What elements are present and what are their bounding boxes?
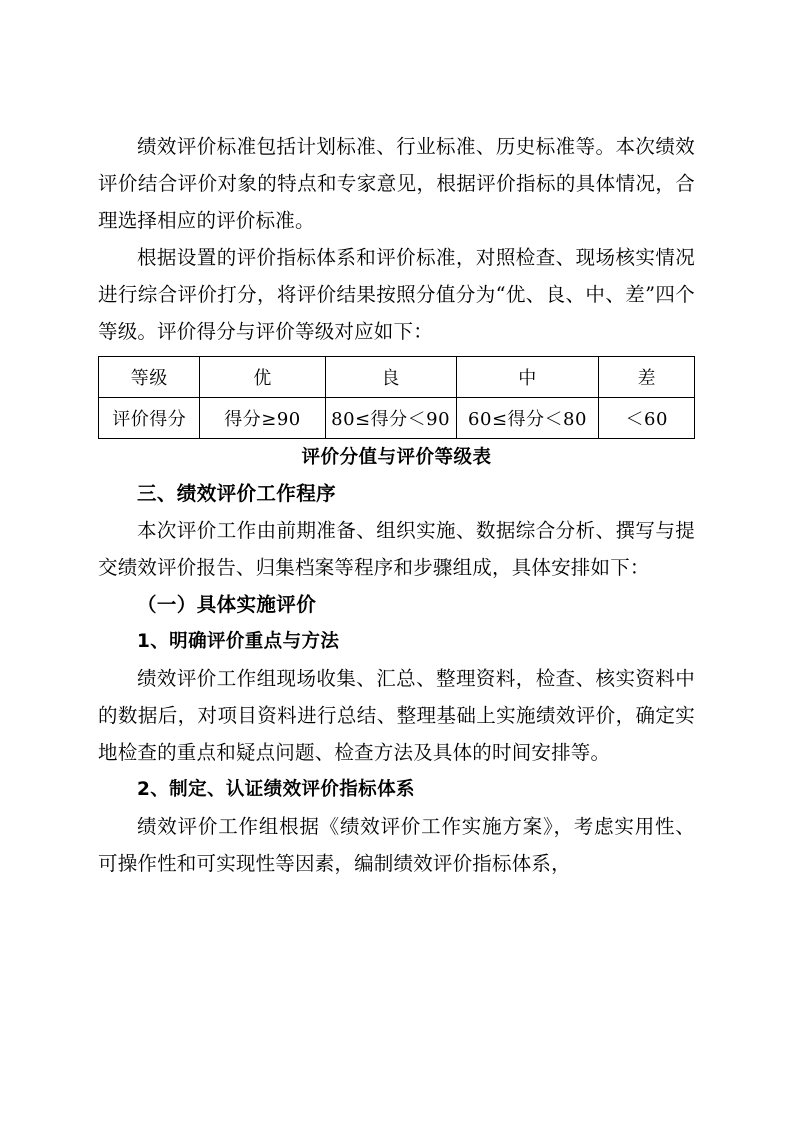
- table-cell-grade-medium: 中: [456, 357, 599, 398]
- table-cell-score-poor: ＜60: [599, 398, 695, 439]
- paragraph-grading: 根据设置的评价指标体系和评价标准，对照检查、现场核实情况进行综合评价打分，将评价结果按照分值分为“优、良、中、差”四个等级。评价得分与评价等级对应如下：: [98, 246, 695, 343]
- subsection-heading: （一）具体实施评价: [137, 593, 317, 616]
- table-cell-grade-label: 等级: [99, 357, 200, 398]
- item2-body: 绩效评价工作组根据《绩效评价工作实施方案》，考虑实用性、可操作性和可实现性等因素，编制绩效评价指标体系，: [98, 815, 695, 875]
- paragraph-procedure: 本次评价工作由前期准备、组织实施、数据综合分析、撰写与提交绩效评价报告、归集档案等程序和步骤组成，具体安排如下：: [98, 519, 695, 579]
- table-cell-score-label: 评价得分: [99, 398, 200, 439]
- item2-heading: 2、制定、认证绩效评价指标体系: [137, 779, 415, 800]
- table-cell-grade-good: 良: [325, 357, 456, 398]
- section-heading: 三、绩效评价工作程序: [137, 482, 337, 505]
- table-cell-grade-excellent: 优: [200, 357, 325, 398]
- grade-score-table: [98, 356, 695, 439]
- table-row: [99, 398, 695, 439]
- table-cell-score-good: 80≤得分＜90: [325, 398, 456, 439]
- item1-heading: 1、明确评价重点与方法: [137, 631, 340, 652]
- item1-body: 绩效评价工作组现场收集、汇总、整理资料，检查、核实资料中的数据后，对项目资料进行总结、整理基础上实施绩效评价，确定实地检查的重点和疑点问题、检查方法及具体的时间安排等。: [98, 667, 695, 764]
- table-cell-score-excellent: 得分≥90: [200, 398, 325, 439]
- table-cell-grade-poor: 差: [599, 357, 695, 398]
- paragraph-standards: 绩效评价标准包括计划标准、行业标准、历史标准等。本次绩效评价结合评价对象的特点和专家意见，根据评价指标的具体情况，合理选择相应的评价标准。: [98, 135, 695, 232]
- table-cell-score-medium: 60≤得分＜80: [456, 398, 599, 439]
- table-row: [99, 357, 695, 398]
- table-caption: 评价分值与评价等级表: [301, 447, 492, 468]
